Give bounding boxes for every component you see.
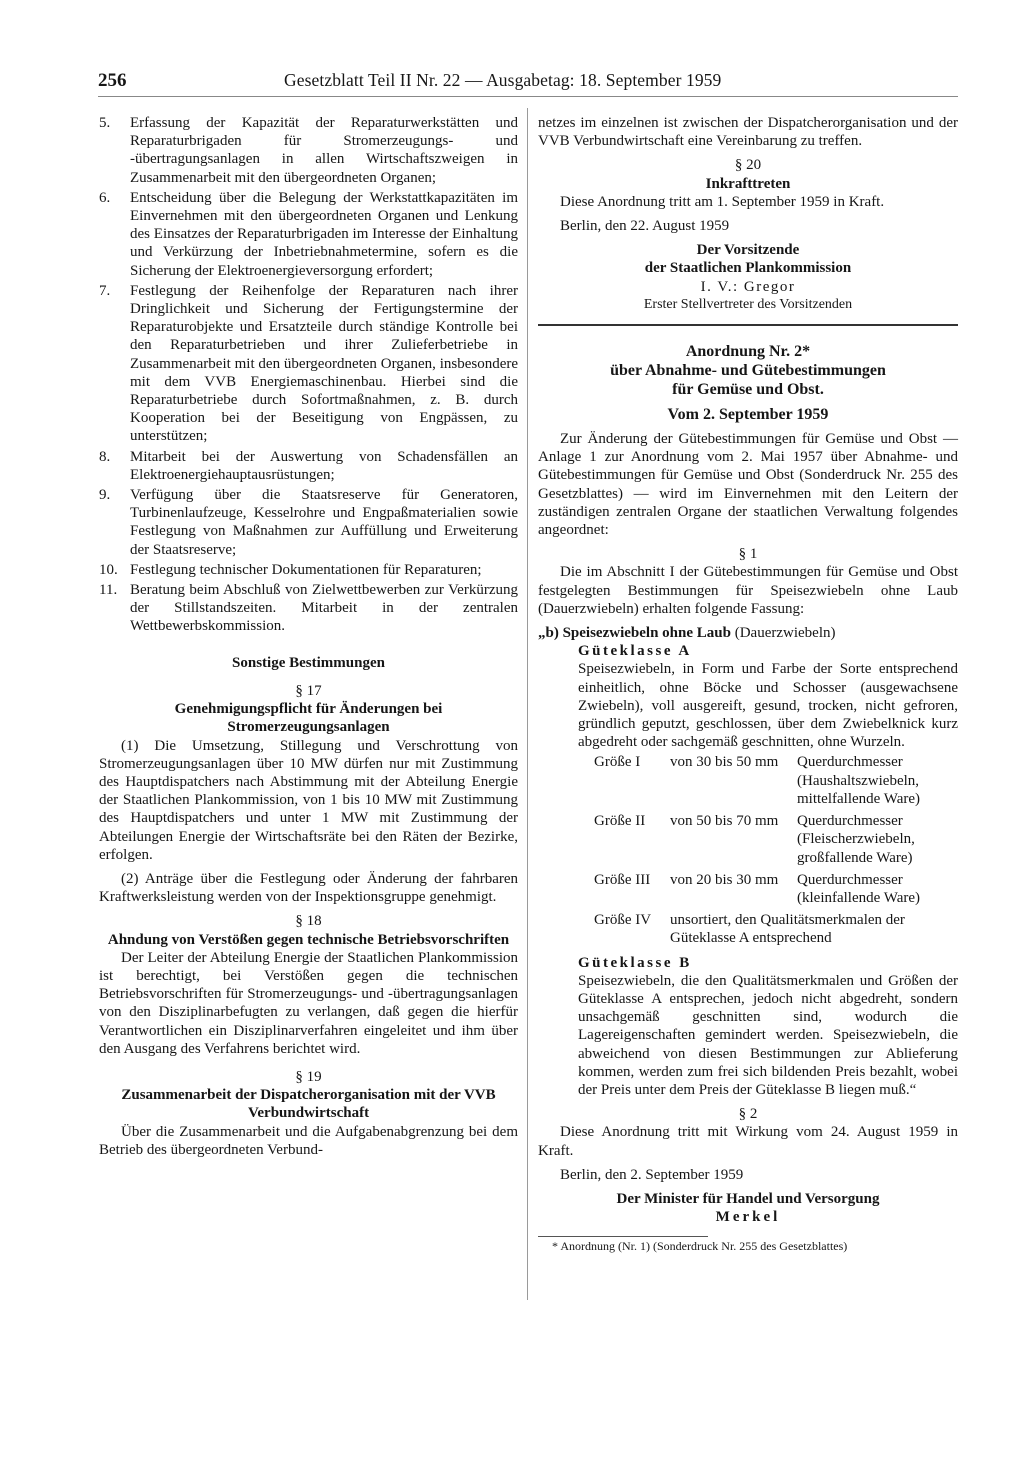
signature-1-subtitle: Erster Stellvertreter des Vorsitzenden: [643, 296, 853, 312]
page-number: 256: [98, 70, 127, 91]
item-b-suffix: (Dauerzwiebeln): [734, 625, 836, 642]
quality-class-a-text: Speisezwiebeln, in Form und Farbe der Sorte entsprechend einheitlich, ohne Böcke und Schosser (ausgewachsene Zwiebeln), voll ausgereift, gesund, trocken, nicht gefroren, gründlich geputzt, geschlossen, über dem Zwiebelknick kurz abgedreht oder sachgemäß geschnitten, ohne Wurzeln.: [578, 661, 958, 751]
section-17-title: Genehmigungspflicht für Änderungen bei Stromerzeugungsanlagen: [174, 701, 443, 736]
place-date-1: Berlin, den 22. August 1959: [560, 218, 730, 235]
quality-class-b-block: [538, 954, 958, 1100]
list-item-number: 10.: [99, 561, 118, 578]
section-17-paragraph-1: (1) Die Umsetzung, Stillegung und Verschrottung von Stromerzeugungsanlagen über 10 MW dürfen nur mit Zustimmung des Hauptdispatchers nach Abstimmung mit der Abteilung Energie der Staatlichen Plankommission, von 1 bis 10 MW mit Zustimmung des Hauptdispatchers und unter 1 MW mit Zustimmung der Abteilungen Energie der Wirtschaftsräte bei den Räten der Bezirke, erfolgen.: [99, 737, 518, 863]
size-desc: Querdurchmesser (Haushaltszwiebeln, mittelfallende Ware): [797, 754, 921, 807]
continuation-paragraph: netzes im einzelnen ist zwischen der Dispatcherorganisation und der VVB Verbundwirtschaft eine Vereinbarung zu treffen.: [538, 115, 958, 150]
list-item-text: Erfassung der Kapazität der Reparaturwerkstätten und Reparaturbrigaden für Stromerzeugungs- und -übertragungsanlagen in allen Wirtschaftszweigen in Zusammenarbeit mit den übergeordneten Organen;: [130, 115, 518, 186]
order-title-line-1: Anordnung Nr. 2*: [685, 343, 811, 361]
list-item: [99, 282, 518, 446]
section-heading-sonstige: Sonstige Bestimmungen: [232, 654, 385, 671]
section-17-paragraph-2: (2) Anträge über die Festlegung oder Änderung der fahrbaren Kraftwerksleistung werden von der Inspektionsgruppe genehmigt.: [99, 870, 518, 906]
list-item-number: 6.: [99, 189, 111, 206]
list-item-text: Verfügung über die Staatsreserve für Generatoren, Turbinenlaufzeuge, Kesselrohre und Engpaßmaterialien sowie Festlegung von Maßnahmen zur Auffüllung und Erweiterung der Staatsreserve;: [130, 487, 518, 558]
size-desc: Querdurchmesser (kleinfallende Ware): [797, 871, 921, 906]
order-section-1-mark: § 1: [738, 546, 758, 563]
list-item-number: 11.: [99, 582, 118, 599]
signature-2-name: Merkel: [715, 1209, 781, 1226]
size-iv-desc: unsortiert, den Qualitätsmerkmalen der Güteklasse A entsprechend: [670, 912, 905, 947]
list-item: [99, 581, 518, 636]
list-item-text: Festlegung der Reihenfolge der Reparaturen nach ihrer Dringlichkeit und Sicherung der Fertigungstermine der Reparaturobjekte und Ersatzteile durch ständige Kontrolle bei den Reparaturbetrieben und ihrer Zulieferbetriebe in Zusammenarbeit mit den übergeordneten Organen, insbesondere mit dem VVB Energiemaschinenbau. Hierbei sind die Reparaturbetriebe durch Sofortmaßnahmen, z. B. durch Kooperation bei der Beseitigung von Engpässen, zu unterstützen;: [130, 282, 518, 445]
signature-1-role-line-1: Der Vorsitzende: [696, 242, 800, 259]
list-item-number: 9.: [99, 487, 111, 504]
section-19-title: Zusammenarbeit der Dispatcherorganisation mit der VVB Verbundwirtschaft: [121, 1087, 496, 1122]
size-desc: Querdurchmesser (Fleischerzwiebeln, großfallende Ware): [797, 813, 915, 866]
list-item: [99, 189, 518, 280]
section-20-text: Diese Anordnung tritt am 1. September 1959 in Kraft.: [560, 193, 885, 210]
order-title-line-3: für Gemüse und Obst.: [672, 381, 824, 399]
section-19-mark: § 19: [295, 1068, 322, 1085]
order-title-line-2: über Abnahme- und Gütebestimmungen: [610, 362, 886, 380]
header-title: Gesetzblatt Teil II Nr. 22 — Ausgabetag: 18. September 1959: [284, 70, 722, 90]
list-item-text: Beratung beim Abschluß von Zielwettbewerben zur Verkürzung der Stillstandszeiten. Mitarbeit in der zentralen Wettbewerbskommission.: [130, 582, 518, 635]
size-row: [594, 753, 958, 808]
order-section-1-text: Die im Abschnitt I der Gütebestimmungen für Gemüse und Obst festgelegten Bestimmungen für Speisezwiebeln ohne Laub (Dauerzwiebeln) erhalten folgende Fassung:: [538, 564, 958, 617]
size-table: [594, 753, 958, 907]
section-20-title: Inkrafttreten: [705, 175, 791, 192]
list-item-text: Festlegung technischer Dokumentationen für Reparaturen;: [130, 561, 482, 578]
item-b-label: „b) Speisezwiebeln ohne Laub: [538, 625, 731, 642]
order-section-2-text: Diese Anordnung tritt mit Wirkung vom 24. August 1959 in Kraft.: [538, 1124, 958, 1159]
section-18-mark: § 18: [295, 913, 322, 930]
list-item: [99, 448, 518, 484]
size-row: [594, 871, 958, 907]
size-row: [594, 812, 958, 867]
section-20-mark: § 20: [734, 157, 762, 174]
order-date: Vom 2. September 1959: [667, 406, 829, 424]
section-18-paragraph: Der Leiter der Abteilung Energie der Staatlichen Plankommission ist berechtigt, bei Verstößen gegen die technischen Betriebsvorschriften für Stromerzeugungs- und -übertragungsanlagen von den Disziplinarbefugten zu verlangen, daß gegen die hierfür Verantwortlichen ein Disziplinarverfahren eingeleitet und ihm über den Ausgang des Verfahrens berichtet wird.: [99, 949, 518, 1057]
list-item-number: 7.: [99, 282, 111, 299]
list-item-number: 8.: [99, 448, 111, 465]
list-item-number: 5.: [99, 115, 111, 131]
column-divider: [527, 108, 528, 1300]
order-section-2-mark: § 2: [738, 1106, 758, 1123]
size-range: von 30 bis 50 mm: [670, 754, 779, 771]
size-range: von 50 bis 70 mm: [670, 813, 779, 830]
list-item: [99, 114, 518, 187]
footnote-rule: [538, 1236, 708, 1237]
list-item-text: Mitarbeit bei der Auswertung von Schadensfällen an Elektroenergiehauptausrüstungen;: [130, 448, 518, 483]
size-iv-name: Größe IV: [594, 912, 652, 929]
right-column: [538, 114, 958, 1253]
section-18-title: Ahndung von Verstößen gegen technische Betriebsvorschriften: [107, 931, 510, 948]
list-item-text: Entscheidung über die Belegung der Werkstattkapazitäten im Einvernehmen mit den übergeordneten Organen und Lenkung des Einsatzes der Reparaturbrigaden im Interesse der Einhaltung und Verkürzung der Inbetriebnahmetermine, sofern es die Sicherung der Elektroenergieversorgung erfordert;: [130, 189, 518, 279]
signature-2-role: Der Minister für Handel und Versorgung: [616, 1190, 880, 1207]
place-date-2: Berlin, den 2. September 1959: [560, 1166, 744, 1183]
size-name: Größe I: [594, 754, 641, 771]
size-name: Größe III: [594, 871, 651, 888]
order-intro: Zur Änderung der Gütebestimmungen für Gemüse und Obst — Anlage 1 zur Anordnung vom 2. Mai 1957 über Abnahme- und Gütebestimmungen für Gemüse und Obst (Sonderdruck Nr. 255 des Gesetzblattes) — wird im Einvernehmen mit den Leitern der zuständigen zentralen Organe der staatlichen Verwaltung folgendes angeordnet:: [538, 431, 958, 539]
divider: [538, 324, 958, 326]
signature-1-role-line-2: der Staatlichen Plankommission: [644, 260, 852, 277]
quality-class-b-text: Speisezwiebeln, die den Qualitätsmerkmalen und Größen der Güteklasse A entsprechen, jedoch nicht abgedreht, sondern unsachgemäß geschnitten sind, wodurch die Lagereigenschaften gemindert werden. Speisezwiebeln, die abweichend von diesen Bestimmungen zur Ablieferung kommen, werden zum frei sich bildenden Preis bezahlt, wobei der Preis unter dem Preis der Güteklasse B liegen muß.“: [578, 972, 958, 1098]
size-row-iv: [594, 911, 958, 947]
quality-class-a-block: [538, 642, 958, 751]
left-column: [99, 114, 518, 1159]
footnote: * Anordnung (Nr. 1) (Sonderdruck Nr. 255 des Gesetzblattes): [552, 1239, 848, 1254]
list-item: [99, 486, 518, 559]
signature-1-name: I. V.: Gregor: [700, 278, 796, 295]
page-header: [98, 70, 958, 97]
item-b: [538, 624, 958, 642]
quality-class-b-heading: Güteklasse B: [578, 954, 692, 971]
numbered-list: [99, 114, 518, 636]
section-19-paragraph: Über die Zusammenarbeit und die Aufgabenabgrenzung bei dem Betrieb des übergeordneten Verbund-: [99, 1123, 518, 1158]
section-17-mark: § 17: [295, 682, 322, 699]
size-name: Größe II: [594, 813, 646, 830]
size-range: von 20 bis 30 mm: [670, 871, 779, 888]
quality-class-a-heading: Güteklasse A: [578, 643, 692, 660]
list-item: [99, 561, 518, 579]
